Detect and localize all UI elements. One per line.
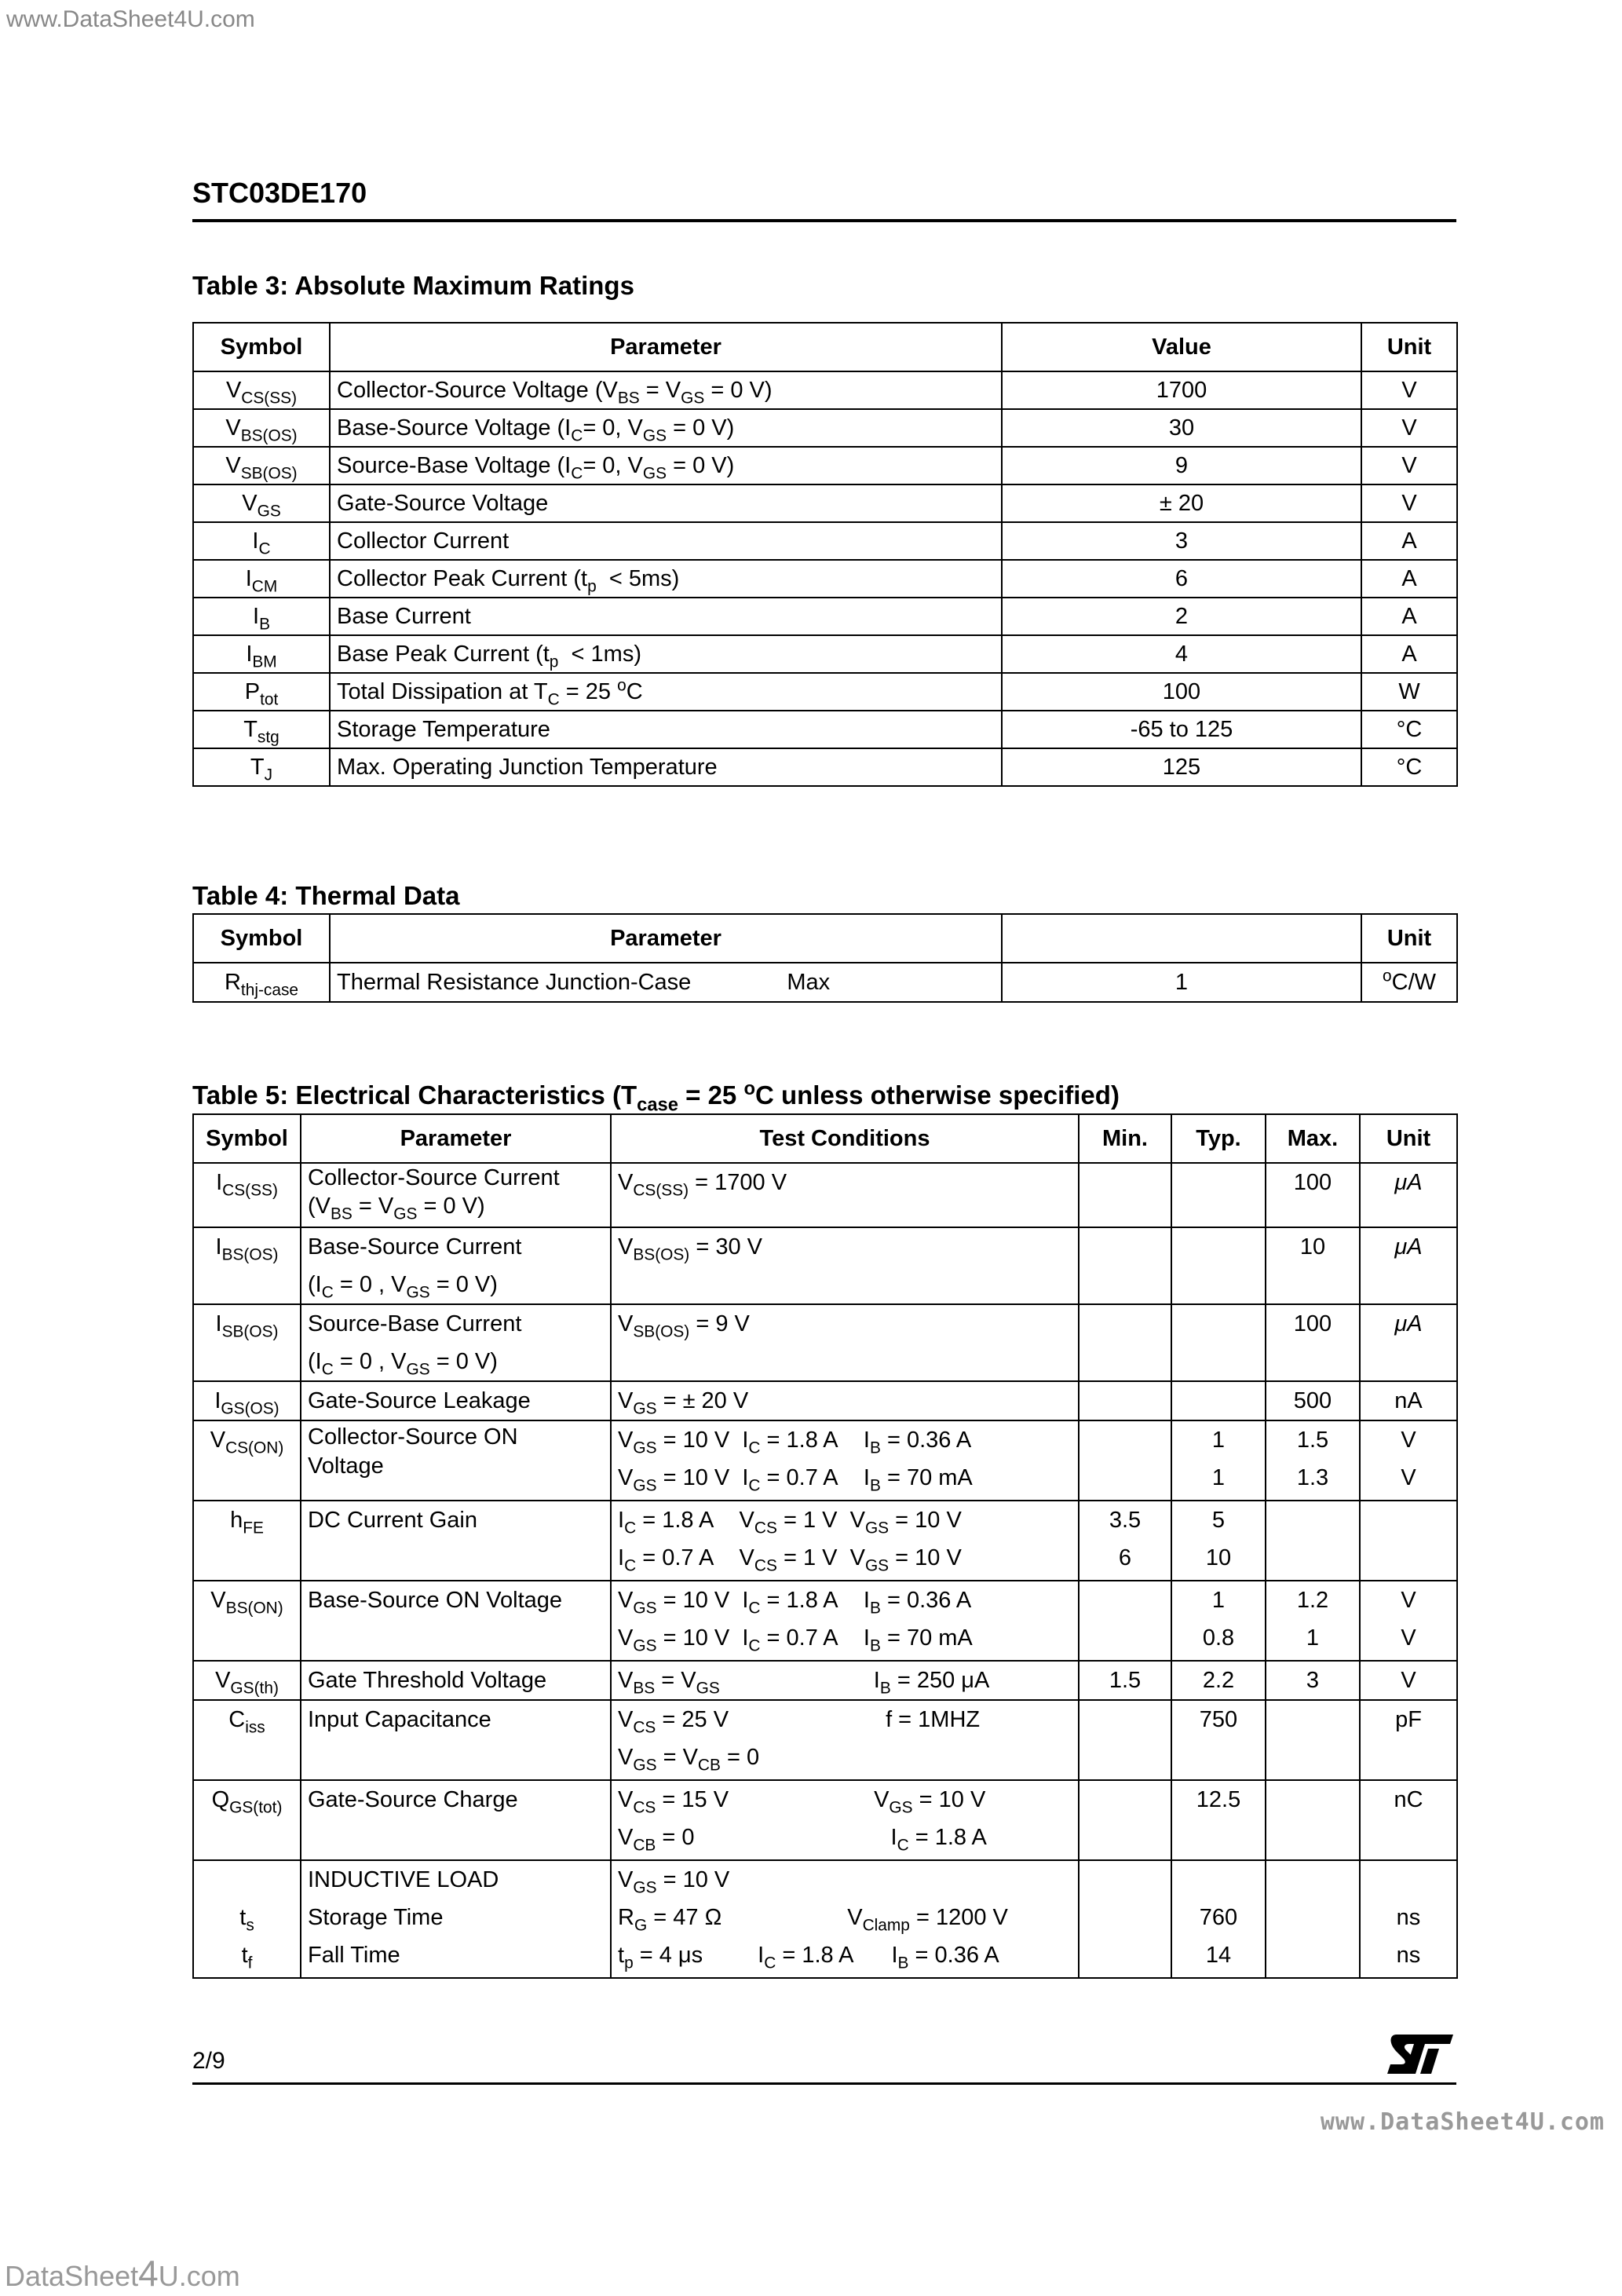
value-cell: 125 <box>1002 748 1361 786</box>
parameter-cell: Source-Base Voltage ($I_C= 0$, $V_{GS} = 0$ V) <box>330 447 1002 484</box>
table-row <box>193 673 1457 711</box>
max-cell: 100 <box>1266 1304 1360 1381</box>
param-cell: Input Capacitance <box>301 1700 611 1780</box>
typ-cell: 760 14 <box>1171 1860 1266 1978</box>
table5-header-min: Min. <box>1079 1114 1171 1163</box>
table5-header-typ: Typ. <box>1171 1114 1266 1163</box>
table5-header-max: Max. <box>1266 1114 1360 1163</box>
param-cell: Source-Base Current ($I_C = 0$ , $V_{GS} = 0$ V) <box>301 1304 611 1381</box>
table-row <box>193 484 1457 522</box>
parameter-cell: Base Current <box>330 598 1002 635</box>
table4-symbol: $R_{thj-case}$ <box>193 963 330 1002</box>
table5-title: Table 5: Electrical Characteristics ($T_{case} = 25$ $^o$C unless otherwise specified) <box>192 1078 1120 1116</box>
table4-header-unit: Unit <box>1361 914 1457 963</box>
symbol-cell: $T_J$ <box>193 748 330 786</box>
table-row <box>193 1304 1457 1381</box>
min-cell <box>1079 1381 1171 1420</box>
symbol-cell: $V_{SB(OS)}$ <box>193 447 330 484</box>
min-cell <box>1079 1860 1171 1978</box>
value-cell: 6 <box>1002 560 1361 598</box>
table-row <box>193 1163 1457 1227</box>
unit-cell: nC <box>1360 1780 1457 1860</box>
max-cell: 10 <box>1266 1227 1360 1304</box>
max-cell <box>1266 1780 1360 1860</box>
table-row <box>193 522 1457 560</box>
symbol-cell: $I_{BM}$ <box>193 635 330 673</box>
value-cell: 30 <box>1002 409 1361 447</box>
param-cell: Gate Threshold Voltage <box>301 1661 611 1700</box>
unit-cell: pF <box>1360 1700 1457 1780</box>
unit-cell: V <box>1361 371 1457 409</box>
symbol-igs: $I_{GS(OS)}$ <box>193 1381 301 1420</box>
table4-header-row <box>193 914 1457 963</box>
parameter-cell: Base Peak Current $(t_p < 1ms)$ <box>330 635 1002 673</box>
symbol-vcs-on: $V_{CS(ON)}$ <box>193 1420 301 1501</box>
page-number: 2/9 <box>192 2048 225 2074</box>
cond-cell: $V_{CS(SS)} = 1700$ V <box>611 1163 1079 1227</box>
parameter-cell: Storage Temperature <box>330 711 1002 748</box>
symbol-cell: $T_{stg}$ <box>193 711 330 748</box>
table-row <box>193 635 1457 673</box>
table-row <box>193 1700 1457 1780</box>
typ-cell: 1 1 <box>1171 1420 1266 1501</box>
table-row <box>193 1381 1457 1420</box>
table-row <box>193 409 1457 447</box>
typ-cell: 750 <box>1171 1700 1266 1780</box>
unit-cell: V V <box>1360 1420 1457 1501</box>
unit-cell: V <box>1361 484 1457 522</box>
cond-cell: $V_{CS} = 25$ V f = 1MHZ $V_{GS} = V_{CB} = 0$ <box>611 1700 1079 1780</box>
symbol-qgs: $Q_{GS(tot)}$ <box>193 1780 301 1860</box>
cond-cell: $I_C = 1.8$ A $V_{CS} = 1$ V $V_{GS} = 10$ V $I_C = 0.7$ A $V_{CS} = 1$ V $V_{GS} = 10$ V <box>611 1501 1079 1581</box>
symbol-cell: $V_{BS(OS)}$ <box>193 409 330 447</box>
cond-cell: $V_{CS} = 15$ V $V_{GS} = 10$ V $V_{CB} = 0$ $I_C = 1.8$ A <box>611 1780 1079 1860</box>
unit-cell: μA <box>1360 1304 1457 1381</box>
value-cell: 2 <box>1002 598 1361 635</box>
param-cell: Base-Source Current ($I_C = 0$ , $V_{GS} = 0$ V) <box>301 1227 611 1304</box>
param-cell: Gate-Source Charge <box>301 1780 611 1860</box>
min-cell: 3.5 6 <box>1079 1501 1171 1581</box>
cond-cell: $V_{GS}$ = ± 20 V <box>611 1381 1079 1420</box>
header-rule <box>192 219 1456 222</box>
symbol-cell: $P_{tot}$ <box>193 673 330 711</box>
max-cell: 100 <box>1266 1163 1360 1227</box>
table-row <box>193 1227 1457 1304</box>
max-cell: 1.2 1 <box>1266 1581 1360 1661</box>
symbol-cell: $I_{CM}$ <box>193 560 330 598</box>
parameter-cell: Collector Current <box>330 522 1002 560</box>
unit-cell: V <box>1360 1661 1457 1700</box>
value-cell: -65 to 125 <box>1002 711 1361 748</box>
table3-header-unit: Unit <box>1361 323 1457 371</box>
min-cell <box>1079 1581 1171 1661</box>
param-cell: Gate-Source Leakage <box>301 1381 611 1420</box>
table4-header-parameter: Parameter <box>330 914 1002 963</box>
parameter-cell: Total Dissipation at $T_C = 25$ $^o$C <box>330 673 1002 711</box>
footer-rule <box>192 2082 1456 2085</box>
cond-cell: $V_{BS(OS)} = 30$ V <box>611 1227 1079 1304</box>
value-cell: 1700 <box>1002 371 1361 409</box>
min-cell <box>1079 1780 1171 1860</box>
table3-absolute-max <box>192 322 1458 787</box>
max-cell <box>1266 1860 1360 1978</box>
unit-cell: °C <box>1361 748 1457 786</box>
table3-body <box>193 371 1457 786</box>
value-cell: 9 <box>1002 447 1361 484</box>
table5-header-unit: Unit <box>1360 1114 1457 1163</box>
parameter-cell: Gate-Source Voltage <box>330 484 1002 522</box>
value-cell: 3 <box>1002 522 1361 560</box>
table-row <box>193 1501 1457 1581</box>
min-cell: 1.5 <box>1079 1661 1171 1700</box>
symbol-vbs-on: $V_{BS(ON)}$ <box>193 1581 301 1661</box>
typ-cell <box>1171 1163 1266 1227</box>
table-row <box>193 963 1457 1002</box>
max-cell: 3 <box>1266 1661 1360 1700</box>
unit-cell: W <box>1361 673 1457 711</box>
watermark-right: www.DataSheet4U.com <box>1320 2108 1605 2136</box>
param-cell: Collector-Source Current ($V_{BS} = V_{GS} = 0$ V) <box>301 1163 611 1227</box>
symbol-cell: $I_B$ <box>193 598 330 635</box>
table3-title: Table 3: Absolute Maximum Ratings <box>192 271 634 300</box>
table4-thermal <box>192 913 1458 1003</box>
typ-cell: 5 10 <box>1171 1501 1266 1581</box>
max-cell <box>1266 1700 1360 1780</box>
symbol-ics: $I_{CS(SS)}$ <box>193 1163 301 1227</box>
cond-cell: $V_{SB(OS)} = 9$ V <box>611 1304 1079 1381</box>
unit-cell: μA <box>1360 1163 1457 1227</box>
unit-cell: A <box>1361 598 1457 635</box>
table3-header-value: Value <box>1002 323 1361 371</box>
table5-header-symbol: Symbol <box>193 1114 301 1163</box>
value-cell: 100 <box>1002 673 1361 711</box>
symbol-vgs-th: $V_{GS(th)}$ <box>193 1661 301 1700</box>
watermark-top: www.DataSheet4U.com <box>6 6 255 32</box>
min-cell <box>1079 1163 1171 1227</box>
unit-cell: V <box>1361 447 1457 484</box>
table5-header-row <box>193 1114 1457 1163</box>
parameter-cell: Base-Source Voltage ($I_C= 0$, $V_{GS} = 0$ V) <box>330 409 1002 447</box>
table5-header-parameter: Parameter <box>301 1114 611 1163</box>
table4-parameter: Thermal Resistance Junction-Case Max <box>330 963 1002 1002</box>
typ-cell <box>1171 1304 1266 1381</box>
table4-header-value <box>1002 914 1361 963</box>
table4-title: Table 4: Thermal Data <box>192 881 460 910</box>
table-row <box>193 711 1457 748</box>
min-cell <box>1079 1227 1171 1304</box>
watermark-bottom: DataSheet4U.com <box>5 2253 240 2294</box>
unit-cell: V V <box>1360 1581 1457 1661</box>
table-row <box>193 371 1457 409</box>
parameter-cell: Collector-Source Voltage ($V_{BS} = V_{GS} = 0$ V) <box>330 371 1002 409</box>
param-cell: DC Current Gain <box>301 1501 611 1581</box>
max-cell: 500 <box>1266 1381 1360 1420</box>
st-logo-icon <box>1386 2031 1456 2077</box>
table-row <box>193 1860 1457 1978</box>
table-row <box>193 1780 1457 1860</box>
param-cell: INDUCTIVE LOAD Storage Time Fall Time <box>301 1860 611 1978</box>
table-row <box>193 560 1457 598</box>
max-cell <box>1266 1501 1360 1581</box>
typ-cell: 2.2 <box>1171 1661 1266 1700</box>
unit-cell: nA <box>1360 1381 1457 1420</box>
typ-cell: 12.5 <box>1171 1780 1266 1860</box>
part-number: STC03DE170 <box>192 177 367 209</box>
cond-cell: $V_{GS} = 10$ V $R_G = 47$ Ω $V_{Clamp} = 1200$ V $t_p = 4$ μs $I_C = 1.8$ A $I_B = 0.36$ A <box>611 1860 1079 1978</box>
typ-cell <box>1171 1227 1266 1304</box>
table5-header-conditions: Test Conditions <box>611 1114 1079 1163</box>
table-row <box>193 598 1457 635</box>
table3-header-row <box>193 323 1457 371</box>
table4-header-symbol: Symbol <box>193 914 330 963</box>
unit-cell: A <box>1361 560 1457 598</box>
parameter-cell: Max. Operating Junction Temperature <box>330 748 1002 786</box>
min-cell <box>1079 1420 1171 1501</box>
value-cell: ± 20 <box>1002 484 1361 522</box>
unit-cell: A <box>1361 635 1457 673</box>
min-cell <box>1079 1700 1171 1780</box>
unit-cell: ns ns <box>1360 1860 1457 1978</box>
typ-cell: 1 0.8 <box>1171 1581 1266 1661</box>
unit-cell <box>1360 1501 1457 1581</box>
unit-cell: A <box>1361 522 1457 560</box>
table-row <box>193 1581 1457 1661</box>
symbol-ciss: $C_{iss}$ <box>193 1700 301 1780</box>
table4-unit: $^o$C/W <box>1361 963 1457 1002</box>
table-row <box>193 748 1457 786</box>
cond-cell: $V_{GS} = 10$ V $I_C = 1.8$ A $I_B = 0.36$ A $V_{GS} = 10$ V $I_C = 0.7$ A $I_B = 70$ mA <box>611 1581 1079 1661</box>
param-cell: Collector-Source ON Voltage <box>301 1420 611 1501</box>
table5-electrical <box>192 1113 1458 1979</box>
symbol-cell: $I_C$ <box>193 522 330 560</box>
table4-value: 1 <box>1002 963 1361 1002</box>
cond-cell: $V_{GS} = 10$ V $I_C = 1.8$ A $I_B = 0.36$ A $V_{GS} = 10$ V $I_C = 0.7$ A $I_B = 70$ mA <box>611 1420 1079 1501</box>
max-cell: 1.5 1.3 <box>1266 1420 1360 1501</box>
table3-header-parameter: Parameter <box>330 323 1002 371</box>
table-row <box>193 1420 1457 1501</box>
table-row <box>193 1661 1457 1700</box>
unit-cell: °C <box>1361 711 1457 748</box>
table-row <box>193 447 1457 484</box>
parameter-cell: Collector Peak Current $(t_p < 5ms)$ <box>330 560 1002 598</box>
typ-cell <box>1171 1381 1266 1420</box>
unit-cell: V <box>1361 409 1457 447</box>
unit-cell: μA <box>1360 1227 1457 1304</box>
table3-header-symbol: Symbol <box>193 323 330 371</box>
symbol-cell: $V_{GS}$ <box>193 484 330 522</box>
cond-cell: $V_{BS} = V_{GS}$ $I_B = 250$ μA <box>611 1661 1079 1700</box>
symbol-ibs: $I_{BS(OS)}$ <box>193 1227 301 1304</box>
min-cell <box>1079 1304 1171 1381</box>
value-cell: 4 <box>1002 635 1361 673</box>
symbol-hfe: $h_{FE}$ <box>193 1501 301 1581</box>
symbol-cell: $V_{CS(SS)}$ <box>193 371 330 409</box>
symbol-ts-tf: $t_s$ $t_f$ <box>193 1860 301 1978</box>
param-cell: Base-Source ON Voltage <box>301 1581 611 1661</box>
symbol-isb: $I_{SB(OS)}$ <box>193 1304 301 1381</box>
